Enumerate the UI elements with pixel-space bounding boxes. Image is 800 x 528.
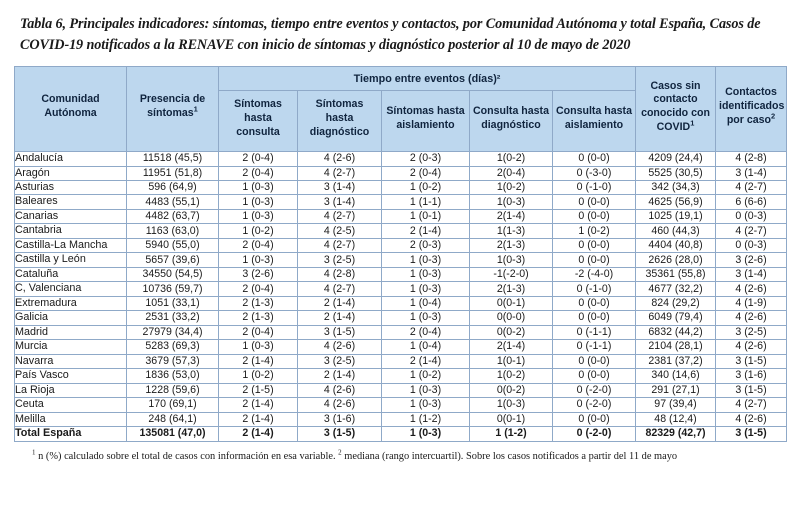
cell-sintomas_aislamiento: 1 (0-3): [382, 267, 470, 281]
table-row: [15, 383, 787, 397]
row-label-ccaa: País Vasco: [15, 369, 127, 383]
cell-sintomas_consulta: 1 (0-2): [219, 224, 298, 238]
table-row: [15, 398, 787, 412]
cell-presencia: 170 (69,1): [127, 398, 219, 412]
total-cell-sintomas_consulta: 2 (1-4): [219, 427, 298, 441]
cell-sin_contacto: 291 (27,1): [636, 383, 716, 397]
table-row: [15, 238, 787, 252]
cell-presencia: 27979 (34,4): [127, 325, 219, 339]
cell-sintomas_diagnostico: 4 (2-8): [298, 267, 382, 281]
col-header-ccaa: Comunidad Autónoma: [15, 67, 127, 152]
footnote-marker-2: 2: [338, 448, 342, 457]
cell-consulta_aislamiento: 0 (0-0): [553, 209, 636, 223]
table-row: [15, 340, 787, 354]
col-header-consulta-diagnostico: Consulta hasta diagnóstico: [470, 91, 553, 152]
cell-sintomas_diagnostico: 4 (2-7): [298, 209, 382, 223]
cell-consulta_aislamiento: 0 (0-0): [553, 253, 636, 267]
cell-consulta_diagnostico: 0(0-2): [470, 325, 553, 339]
cell-sintomas_aislamiento: 2 (0-4): [382, 325, 470, 339]
cell-presencia: 11951 (51,8): [127, 166, 219, 180]
cell-sintomas_consulta: 1 (0-3): [219, 181, 298, 195]
cell-sin_contacto: 4209 (24,4): [636, 152, 716, 166]
total-cell-sin_contacto: 82329 (42,7): [636, 427, 716, 441]
cell-sin_contacto: 97 (39,4): [636, 398, 716, 412]
cell-sin_contacto: 2626 (28,0): [636, 253, 716, 267]
cell-sintomas_consulta: 1 (0-3): [219, 209, 298, 223]
table-row: [15, 369, 787, 383]
table-row: [15, 253, 787, 267]
cell-sintomas_diagnostico: 3 (2-5): [298, 354, 382, 368]
cell-presencia: 1163 (63,0): [127, 224, 219, 238]
table-header: [15, 67, 787, 152]
cell-consulta_diagnostico: 0(0-1): [470, 296, 553, 310]
row-label-ccaa: Navarra: [15, 354, 127, 368]
cell-consulta_aislamiento: 1 (0-2): [553, 224, 636, 238]
cell-sintomas_aislamiento: 1 (0-3): [382, 383, 470, 397]
cell-consulta_diagnostico: 0(0-1): [470, 412, 553, 426]
cell-contactos: 3 (1-5): [716, 354, 787, 368]
cell-sintomas_diagnostico: 3 (1-5): [298, 325, 382, 339]
cell-sintomas_aislamiento: 1 (0-4): [382, 340, 470, 354]
cell-sin_contacto: 460 (44,3): [636, 224, 716, 238]
cell-sintomas_diagnostico: 2 (1-4): [298, 311, 382, 325]
cell-consulta_aislamiento: 0 (-1-1): [553, 325, 636, 339]
row-label-ccaa: Aragón: [15, 166, 127, 180]
col-header-consulta-aislamiento: Consulta hasta aislamiento: [553, 91, 636, 152]
cell-sin_contacto: 342 (34,3): [636, 181, 716, 195]
cell-consulta_diagnostico: 1(0-3): [470, 195, 553, 209]
cell-sin_contacto: 35361 (55,8): [636, 267, 716, 281]
cell-contactos: 3 (1-6): [716, 369, 787, 383]
table-row: [15, 267, 787, 281]
cell-contactos: 4 (2-6): [716, 282, 787, 296]
cell-sin_contacto: 824 (29,2): [636, 296, 716, 310]
cell-consulta_diagnostico: 1(0-1): [470, 354, 553, 368]
cell-presencia: 5283 (69,3): [127, 340, 219, 354]
cell-sintomas_consulta: 2 (1-4): [219, 412, 298, 426]
cell-sintomas_diagnostico: 4 (2-6): [298, 152, 382, 166]
cell-presencia: 248 (64,1): [127, 412, 219, 426]
cell-sintomas_consulta: 3 (2-6): [219, 267, 298, 281]
table-row: [15, 325, 787, 339]
row-label-ccaa: La Rioja: [15, 383, 127, 397]
cell-contactos: 3 (2-6): [716, 253, 787, 267]
cell-presencia: 34550 (54,5): [127, 267, 219, 281]
cell-sintomas_aislamiento: 2 (1-4): [382, 224, 470, 238]
cell-consulta_aislamiento: 0 (0-0): [553, 369, 636, 383]
table-total-row: [15, 427, 787, 441]
footnote-text-2: mediana (rango intercuartil). Sobre los casos notificados a partir del 11 de mayo: [341, 450, 678, 462]
cell-contactos: 3 (2-5): [716, 325, 787, 339]
cell-sintomas_consulta: 2 (0-4): [219, 238, 298, 252]
cell-consulta_diagnostico: 2(1-4): [470, 340, 553, 354]
cell-contactos: 3 (1-4): [716, 267, 787, 281]
cell-presencia: 4482 (63,7): [127, 209, 219, 223]
table-row: [15, 224, 787, 238]
cell-sintomas_aislamiento: 1 (0-3): [382, 311, 470, 325]
row-label-ccaa: Castilla y León: [15, 253, 127, 267]
cell-presencia: 596 (64,9): [127, 181, 219, 195]
cell-presencia: 1051 (33,1): [127, 296, 219, 310]
indicators-table: [14, 66, 787, 442]
cell-sintomas_consulta: 1 (0-3): [219, 195, 298, 209]
col-header-contactos: Contactos identificados por caso$^2$: [716, 67, 787, 152]
cell-consulta_aislamiento: 0 (-2-0): [553, 383, 636, 397]
table-row: [15, 195, 787, 209]
cell-sintomas_aislamiento: 2 (0-3): [382, 238, 470, 252]
cell-sintomas_consulta: 2 (0-4): [219, 152, 298, 166]
cell-consulta_aislamiento: -2 (-4-0): [553, 267, 636, 281]
cell-consulta_diagnostico: 1(0-3): [470, 398, 553, 412]
total-cell-presencia: 135081 (47,0): [127, 427, 219, 441]
cell-consulta_diagnostico: 2(1-4): [470, 209, 553, 223]
cell-consulta_diagnostico: 1(0-3): [470, 253, 553, 267]
col-header-sintomas-consulta: Síntomas hasta consulta: [219, 91, 298, 152]
total-cell-sintomas_diagnostico: 3 (1-5): [298, 427, 382, 441]
cell-contactos: 4 (2-6): [716, 340, 787, 354]
table-row: [15, 354, 787, 368]
table-row: [15, 181, 787, 195]
cell-consulta_aislamiento: 0 (0-0): [553, 238, 636, 252]
col-group-header-tiempo-entre-eventos: Tiempo entre eventos (días)²: [219, 67, 636, 91]
cell-consulta_diagnostico: 2(1-3): [470, 238, 553, 252]
row-label-ccaa: Asturias: [15, 181, 127, 195]
cell-consulta_aislamiento: 0 (-1-0): [553, 282, 636, 296]
cell-presencia: 2531 (33,2): [127, 311, 219, 325]
cell-contactos: 4 (2-7): [716, 181, 787, 195]
cell-presencia: 5657 (39,6): [127, 253, 219, 267]
cell-sintomas_consulta: 1 (0-2): [219, 369, 298, 383]
cell-contactos: 4 (2-6): [716, 311, 787, 325]
cell-sintomas_consulta: 2 (0-4): [219, 166, 298, 180]
cell-presencia: 10736 (59,7): [127, 282, 219, 296]
cell-consulta_diagnostico: -1(-2-0): [470, 267, 553, 281]
table-footnote: [32, 449, 770, 464]
cell-consulta_diagnostico: 0(0-0): [470, 311, 553, 325]
cell-sintomas_consulta: 2 (0-4): [219, 282, 298, 296]
cell-contactos: 3 (1-5): [716, 383, 787, 397]
cell-contactos: 0 (0-3): [716, 238, 787, 252]
cell-sin_contacto: 2104 (28,1): [636, 340, 716, 354]
cell-presencia: 1228 (59,6): [127, 383, 219, 397]
row-label-ccaa: Madrid: [15, 325, 127, 339]
row-label-ccaa: Murcia: [15, 340, 127, 354]
cell-sintomas_aislamiento: 1 (1-2): [382, 412, 470, 426]
cell-sin_contacto: 6049 (79,4): [636, 311, 716, 325]
cell-sintomas_consulta: 1 (0-3): [219, 340, 298, 354]
cell-sintomas_diagnostico: 3 (2-5): [298, 253, 382, 267]
row-label-ccaa: Canarias: [15, 209, 127, 223]
table-row: [15, 152, 787, 166]
cell-consulta_aislamiento: 0 (0-0): [553, 195, 636, 209]
cell-consulta_diagnostico: 2(1-3): [470, 282, 553, 296]
cell-sintomas_diagnostico: 2 (1-4): [298, 296, 382, 310]
col-header-presencia: Presencia de síntomas$^1$: [127, 67, 219, 152]
cell-presencia: 5940 (55,0): [127, 238, 219, 252]
table-row: [15, 311, 787, 325]
total-cell-ccaa: Total España: [15, 427, 127, 441]
cell-consulta_diagnostico: 2(0-4): [470, 166, 553, 180]
total-cell-contactos: 3 (1-5): [716, 427, 787, 441]
cell-sintomas_diagnostico: 4 (2-6): [298, 398, 382, 412]
cell-sintomas_aislamiento: 1 (0-4): [382, 296, 470, 310]
cell-consulta_aislamiento: 0 (-3-0): [553, 166, 636, 180]
cell-sintomas_aislamiento: 1 (0-2): [382, 369, 470, 383]
cell-sin_contacto: 6832 (44,2): [636, 325, 716, 339]
cell-contactos: 4 (2-7): [716, 224, 787, 238]
cell-presencia: 11518 (45,5): [127, 152, 219, 166]
row-label-ccaa: C, Valenciana: [15, 282, 127, 296]
cell-sintomas_aislamiento: 1 (0-3): [382, 398, 470, 412]
table-row: [15, 282, 787, 296]
cell-sintomas_diagnostico: 2 (1-4): [298, 369, 382, 383]
cell-sintomas_consulta: 2 (1-3): [219, 296, 298, 310]
table-row: [15, 296, 787, 310]
cell-consulta_aislamiento: 0 (0-0): [553, 354, 636, 368]
row-label-ccaa: Cantabria: [15, 224, 127, 238]
cell-sintomas_aislamiento: 2 (0-3): [382, 152, 470, 166]
total-cell-consulta_diagnostico: 1 (1-2): [470, 427, 553, 441]
row-label-ccaa: Cataluña: [15, 267, 127, 281]
cell-consulta_aislamiento: 0 (-1-0): [553, 181, 636, 195]
cell-sintomas_aislamiento: 1 (1-1): [382, 195, 470, 209]
cell-sin_contacto: 5525 (30,5): [636, 166, 716, 180]
row-label-ccaa: Melilla: [15, 412, 127, 426]
cell-sintomas_diagnostico: 3 (1-4): [298, 181, 382, 195]
cell-sintomas_aislamiento: 1 (0-1): [382, 209, 470, 223]
cell-contactos: 6 (6-6): [716, 195, 787, 209]
cell-sintomas_diagnostico: 4 (2-6): [298, 383, 382, 397]
cell-sintomas_diagnostico: 4 (2-6): [298, 340, 382, 354]
cell-consulta_aislamiento: 0 (-1-1): [553, 340, 636, 354]
col-header-sintomas-diagnostico: Síntomas hasta diagnóstico: [298, 91, 382, 152]
cell-sin_contacto: 340 (14,6): [636, 369, 716, 383]
cell-sintomas_diagnostico: 4 (2-5): [298, 224, 382, 238]
cell-contactos: 4 (2-7): [716, 398, 787, 412]
cell-sintomas_aislamiento: 1 (0-3): [382, 253, 470, 267]
cell-sintomas_diagnostico: 4 (2-7): [298, 238, 382, 252]
table-row: [15, 166, 787, 180]
table-caption: Tabla 6, Principales indicadores: síntomas, tiempo entre eventos y contactos, por Comunidad Autónoma y total España, Casos de COVID-19 notificados a la RENAVE con inicio de síntomas y diagnóstico posterior al 10 de mayo de 2020: [20, 16, 761, 54]
row-label-ccaa: Baleares: [15, 195, 127, 209]
cell-sintomas_aislamiento: 1 (0-3): [382, 282, 470, 296]
cell-sin_contacto: 2381 (37,2): [636, 354, 716, 368]
cell-presencia: 1836 (53,0): [127, 369, 219, 383]
cell-sintomas_aislamiento: 2 (0-4): [382, 166, 470, 180]
row-label-ccaa: Ceuta: [15, 398, 127, 412]
cell-consulta_diagnostico: 1(1-3): [470, 224, 553, 238]
row-label-ccaa: Andalucía: [15, 152, 127, 166]
cell-sintomas_consulta: 2 (1-3): [219, 311, 298, 325]
header-row-group: [15, 67, 787, 91]
cell-sin_contacto: 4404 (40,8): [636, 238, 716, 252]
cell-consulta_diagnostico: 1(0-2): [470, 152, 553, 166]
cell-consulta_aislamiento: 0 (0-0): [553, 296, 636, 310]
cell-sintomas_consulta: 2 (1-5): [219, 383, 298, 397]
cell-contactos: 4 (2-8): [716, 152, 787, 166]
cell-sintomas_diagnostico: 4 (2-7): [298, 282, 382, 296]
cell-contactos: 4 (1-9): [716, 296, 787, 310]
cell-contactos: 4 (2-6): [716, 412, 787, 426]
total-cell-sintomas_aislamiento: 1 (0-3): [382, 427, 470, 441]
cell-consulta_aislamiento: 0 (0-0): [553, 311, 636, 325]
row-label-ccaa: Castilla-La Mancha: [15, 238, 127, 252]
cell-sin_contacto: 1025 (19,1): [636, 209, 716, 223]
cell-consulta_aislamiento: 0 (0-0): [553, 412, 636, 426]
cell-sintomas_diagnostico: 4 (2-7): [298, 166, 382, 180]
footnote-text-1: n (%) calculado sobre el total de casos con información en esa variable.: [35, 450, 339, 462]
row-label-ccaa: Galicia: [15, 311, 127, 325]
table-row: [15, 209, 787, 223]
cell-consulta_aislamiento: 0 (0-0): [553, 152, 636, 166]
footnote-marker-1: 1: [32, 448, 36, 457]
cell-sin_contacto: 4625 (56,9): [636, 195, 716, 209]
table-row: [15, 412, 787, 426]
cell-presencia: 4483 (55,1): [127, 195, 219, 209]
row-label-ccaa: Extremadura: [15, 296, 127, 310]
cell-consulta_diagnostico: 1(0-2): [470, 181, 553, 195]
cell-sintomas_consulta: 2 (0-4): [219, 325, 298, 339]
cell-sin_contacto: 4677 (32,2): [636, 282, 716, 296]
cell-sin_contacto: 48 (12,4): [636, 412, 716, 426]
cell-consulta_diagnostico: 1(0-2): [470, 369, 553, 383]
cell-sintomas_aislamiento: 2 (1-4): [382, 354, 470, 368]
cell-consulta_aislamiento: 0 (-2-0): [553, 398, 636, 412]
cell-sintomas_diagnostico: 3 (1-4): [298, 195, 382, 209]
cell-consulta_diagnostico: 0(0-2): [470, 383, 553, 397]
cell-sintomas_consulta: 1 (0-3): [219, 253, 298, 267]
col-header-sin-contacto: Casos sin contacto conocido con COVID$^1$: [636, 67, 716, 152]
cell-sintomas_consulta: 2 (1-4): [219, 354, 298, 368]
cell-presencia: 3679 (57,3): [127, 354, 219, 368]
table-body: [15, 152, 787, 442]
cell-contactos: 3 (1-4): [716, 166, 787, 180]
total-cell-consulta_aislamiento: 0 (-2-0): [553, 427, 636, 441]
cell-sintomas_diagnostico: 3 (1-6): [298, 412, 382, 426]
cell-sintomas_aislamiento: 1 (0-2): [382, 181, 470, 195]
cell-sintomas_consulta: 2 (1-4): [219, 398, 298, 412]
col-header-sintomas-aislamiento: Síntomas hasta aislamiento: [382, 91, 470, 152]
cell-contactos: 0 (0-3): [716, 209, 787, 223]
